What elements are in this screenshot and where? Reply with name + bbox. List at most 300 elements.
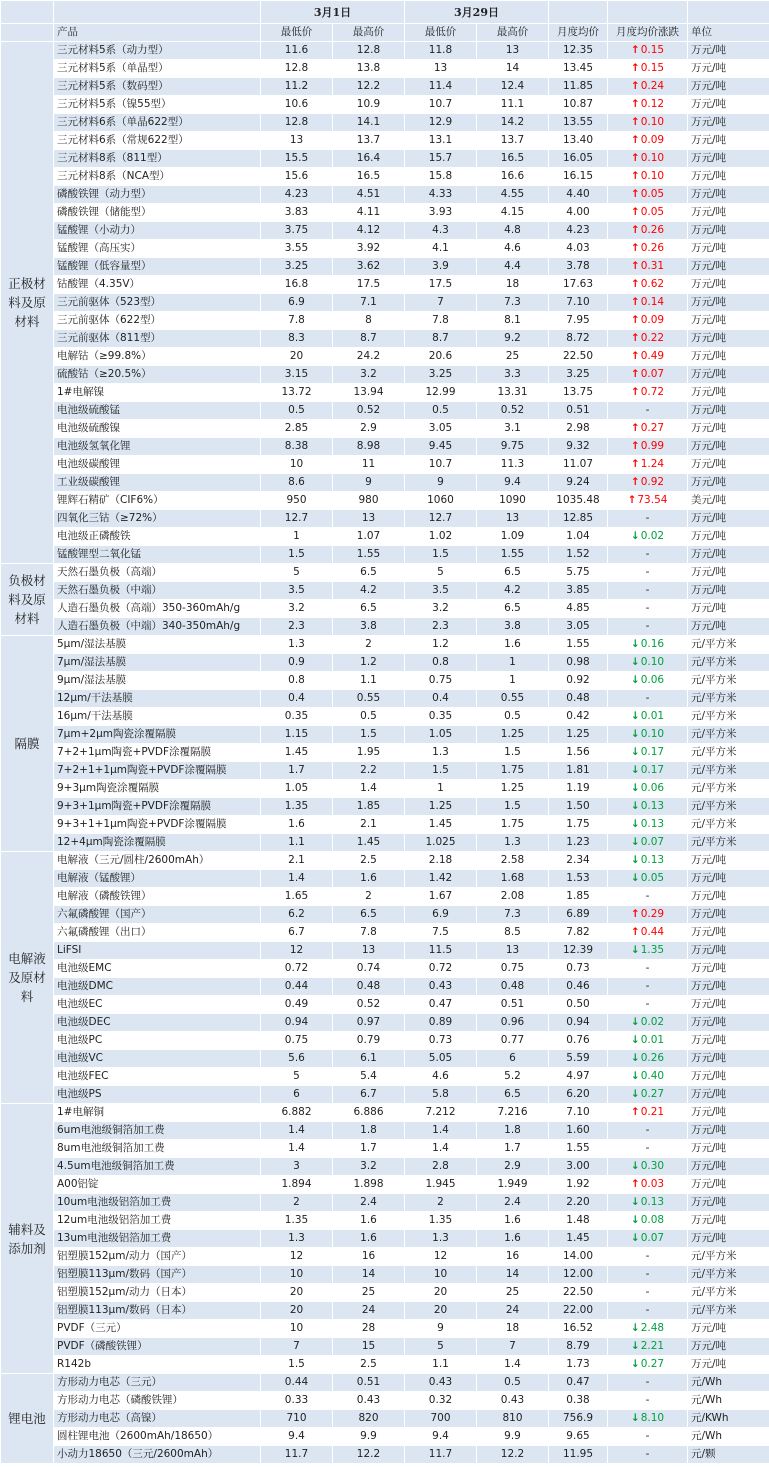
monthly-avg: 4.23 (549, 222, 608, 240)
arrow-down-icon: ↓ (630, 854, 640, 866)
low-price-2: 11.5 (405, 942, 477, 960)
product-name: 电池级DEC (54, 1014, 261, 1032)
change-value: 0.10 (640, 656, 665, 668)
product-name: 三元材料5系（镍55型） (54, 96, 261, 114)
high-price-1: 8.98 (333, 438, 405, 456)
low-price-2: 15.8 (405, 168, 477, 186)
change-value: 73.54 (637, 494, 668, 506)
low-price-2: 0.8 (405, 654, 477, 672)
high-price-2: 1.75 (477, 762, 549, 780)
table-row (1, 942, 769, 960)
table-row (1, 1032, 769, 1050)
table-row (1, 564, 769, 582)
arrow-down-icon: ↓ (630, 1034, 640, 1046)
low-price-2: 0.43 (405, 1374, 477, 1392)
table-row (1, 240, 769, 258)
high-price-2: 0.5 (477, 708, 549, 726)
product-name: 人造石墨负极（中端）340-350mAh/g (54, 618, 261, 636)
unit-label: 元/平方米 (688, 834, 769, 852)
unit-label: 万元/吨 (688, 78, 769, 96)
table-row (1, 1266, 769, 1284)
arrow-up-icon: ↑ (630, 368, 640, 380)
high-price-2: 11.3 (477, 456, 549, 474)
product-name: 小动力18650（三元/2600mAh） (54, 1446, 261, 1464)
table-row (1, 60, 769, 78)
high-price-1: 13.7 (333, 132, 405, 150)
high-price-2: 6.5 (477, 564, 549, 582)
monthly-avg: 1.45 (549, 1230, 608, 1248)
change-value: 0.06 (640, 782, 665, 794)
arrow-down-icon: ↓ (630, 944, 640, 956)
category-label: 辅料及添加剂 (1, 1104, 54, 1374)
change-value: - (645, 1286, 650, 1298)
product-name: 7μm/湿法基膜 (54, 654, 261, 672)
unit-label: 万元/吨 (688, 1050, 769, 1068)
table-row (1, 1158, 769, 1176)
table-row (1, 330, 769, 348)
high-price-2: 0.75 (477, 960, 549, 978)
monthly-change (608, 834, 688, 852)
high-price-2: 810 (477, 1410, 549, 1428)
high-price-1: 3.92 (333, 240, 405, 258)
arrow-down-icon: ↓ (630, 1160, 640, 1172)
monthly-change (608, 672, 688, 690)
table-row (1, 150, 769, 168)
unit-label: 万元/吨 (688, 1320, 769, 1338)
change-value: 0.26 (640, 224, 665, 236)
high-price-2: 24 (477, 1302, 549, 1320)
unit-label: 万元/吨 (688, 240, 769, 258)
high-price-1: 1.07 (333, 528, 405, 546)
monthly-avg: 16.15 (549, 168, 608, 186)
low-price-1: 1.05 (261, 780, 333, 798)
low-price-1: 20 (261, 1302, 333, 1320)
arrow-up-icon: ↑ (630, 188, 640, 200)
arrow-down-icon: ↓ (630, 1340, 640, 1352)
monthly-avg: 11.07 (549, 456, 608, 474)
table-row (1, 420, 769, 438)
high-price-2: 14 (477, 1266, 549, 1284)
monthly-avg: 0.48 (549, 690, 608, 708)
unit-label: 万元/吨 (688, 1230, 769, 1248)
product-name: 铝塑膜113μm/数码（日本） (54, 1302, 261, 1320)
high-price-2: 4.8 (477, 222, 549, 240)
monthly-change (608, 654, 688, 672)
arrow-up-icon: ↑ (630, 134, 640, 146)
high-price-1: 4.2 (333, 582, 405, 600)
unit-label: 万元/吨 (688, 420, 769, 438)
low-price-2: 3.2 (405, 600, 477, 618)
change-value: - (645, 566, 650, 578)
arrow-up-icon: ↑ (630, 98, 640, 110)
high-price-2: 16.6 (477, 168, 549, 186)
monthly-avg: 1.73 (549, 1356, 608, 1374)
high-price-1: 16.5 (333, 168, 405, 186)
high-price-1: 2.5 (333, 852, 405, 870)
monthly-change (608, 312, 688, 330)
low-price-1: 2.85 (261, 420, 333, 438)
monthly-change (608, 42, 688, 60)
unit-label: 元/平方米 (688, 1266, 769, 1284)
high-price-1: 1.95 (333, 744, 405, 762)
monthly-avg: 3.05 (549, 618, 608, 636)
unit-label: 元/平方米 (688, 798, 769, 816)
product-name: 三元前驱体（523型） (54, 294, 261, 312)
date-2-header: 3月29日 (405, 1, 549, 24)
unit-label: 元/平方米 (688, 726, 769, 744)
monthly-avg: 1.81 (549, 762, 608, 780)
low-price-2: 1.4 (405, 1140, 477, 1158)
change-value: 0.31 (640, 260, 665, 272)
monthly-change (608, 492, 688, 510)
monthly-avg: 3.25 (549, 366, 608, 384)
monthly-avg: 3.78 (549, 258, 608, 276)
arrow-up-icon: ↑ (630, 170, 640, 182)
unit-label: 万元/吨 (688, 168, 769, 186)
monthly-change (608, 1014, 688, 1032)
high-price-2: 2.08 (477, 888, 549, 906)
monthly-change (608, 1104, 688, 1122)
monthly-change (608, 1032, 688, 1050)
low-price-1: 3.55 (261, 240, 333, 258)
monthly-avg: 0.46 (549, 978, 608, 996)
low-price-1: 710 (261, 1410, 333, 1428)
monthly-avg: 6.20 (549, 1086, 608, 1104)
table-row (1, 654, 769, 672)
unit-label: 万元/吨 (688, 312, 769, 330)
unit-label: 万元/吨 (688, 1104, 769, 1122)
table-row (1, 960, 769, 978)
unit-label: 万元/吨 (688, 384, 769, 402)
monthly-change (608, 1320, 688, 1338)
unit-label: 元/Wh (688, 1428, 769, 1446)
arrow-down-icon: ↓ (630, 1232, 640, 1244)
monthly-change (608, 1284, 688, 1302)
arrow-up-icon: ↑ (630, 926, 640, 938)
low-price-2: 1.25 (405, 798, 477, 816)
monthly-avg: 1.50 (549, 798, 608, 816)
low-price-2: 6.9 (405, 906, 477, 924)
product-name: LiFSI (54, 942, 261, 960)
change-value: 1.24 (640, 458, 665, 470)
low-price-1: 12 (261, 1248, 333, 1266)
low-price-2: 1.945 (405, 1176, 477, 1194)
low-price-2: 1.02 (405, 528, 477, 546)
change-value: 0.22 (640, 332, 665, 344)
high-price-1: 13 (333, 510, 405, 528)
low-price-1: 11.7 (261, 1446, 333, 1464)
monthly-change (608, 870, 688, 888)
table-row (1, 1374, 769, 1392)
arrow-up-icon: ↑ (630, 350, 640, 362)
low-price-1: 12 (261, 942, 333, 960)
low-price-2: 1.5 (405, 546, 477, 564)
monthly-change (608, 204, 688, 222)
arrow-down-icon: ↓ (630, 746, 640, 758)
product-name: 电池级PS (54, 1086, 261, 1104)
monthly-avg: 2.98 (549, 420, 608, 438)
arrow-down-icon: ↓ (630, 818, 640, 830)
high-price-1: 13 (333, 942, 405, 960)
change-value: 0.02 (640, 1016, 665, 1028)
product-name: 三元前驱体（811型） (54, 330, 261, 348)
high-price-2: 9.75 (477, 438, 549, 456)
table-row (1, 672, 769, 690)
change-value: - (645, 980, 650, 992)
low-price-2: 7.8 (405, 312, 477, 330)
low-price-1: 0.9 (261, 654, 333, 672)
table-row (1, 996, 769, 1014)
low-price-1: 0.72 (261, 960, 333, 978)
high-price-2: 1.8 (477, 1122, 549, 1140)
low-price-1: 6 (261, 1086, 333, 1104)
change-value: 0.13 (640, 800, 665, 812)
product-name: 六氟磷酸锂（国产） (54, 906, 261, 924)
unit-label: 元/平方米 (688, 816, 769, 834)
arrow-down-icon: ↓ (630, 800, 640, 812)
low-price-2: 4.1 (405, 240, 477, 258)
unit-label: 元/平方米 (688, 708, 769, 726)
monthly-avg: 7.95 (549, 312, 608, 330)
change-value: 0.21 (640, 1106, 665, 1118)
high-price-2: 1.25 (477, 726, 549, 744)
arrow-up-icon: ↑ (630, 422, 640, 434)
product-name: A00铝锭 (54, 1176, 261, 1194)
unit-label: 万元/吨 (688, 132, 769, 150)
change-value: 0.92 (640, 476, 665, 488)
product-name: 锰酸锂（高压实） (54, 240, 261, 258)
monthly-avg: 0.98 (549, 654, 608, 672)
arrow-down-icon: ↓ (630, 1358, 640, 1370)
unit-label: 元/平方米 (688, 780, 769, 798)
monthly-avg: 13.45 (549, 60, 608, 78)
high-price-1: 2.2 (333, 762, 405, 780)
low-price-2: 13.1 (405, 132, 477, 150)
product-name: 三元材料6系（常规622型） (54, 132, 261, 150)
high-price-2: 6.5 (477, 1086, 549, 1104)
low-price-1: 13 (261, 132, 333, 150)
low-price-1: 7 (261, 1338, 333, 1356)
change-value: 0.05 (640, 872, 665, 884)
monthly-avg: 1.48 (549, 1212, 608, 1230)
low-price-2: 3.05 (405, 420, 477, 438)
product-name: 圆柱锂电池（2600mAh/18650） (54, 1428, 261, 1446)
product-name: 4.5um电池级铜箔加工费 (54, 1158, 261, 1176)
high-price-1: 12.2 (333, 1446, 405, 1464)
arrow-down-icon: ↓ (630, 728, 640, 740)
high-price-2: 0.48 (477, 978, 549, 996)
high-price-1: 6.886 (333, 1104, 405, 1122)
unit-label: 万元/吨 (688, 474, 769, 492)
monthly-avg: 7.82 (549, 924, 608, 942)
low-price-1: 1.65 (261, 888, 333, 906)
monthly-change (608, 114, 688, 132)
table-row (1, 1284, 769, 1302)
table-row (1, 1446, 769, 1464)
monthly-avg: 13.55 (549, 114, 608, 132)
high-price-1: 4.12 (333, 222, 405, 240)
low-price-1: 4.23 (261, 186, 333, 204)
low-price-2: 1.05 (405, 726, 477, 744)
monthly-avg: 1.19 (549, 780, 608, 798)
unit-label: 元/平方米 (688, 762, 769, 780)
high-price-1: 9.9 (333, 1428, 405, 1446)
monthly-avg: 0.50 (549, 996, 608, 1014)
monthly-change (608, 1176, 688, 1194)
monthly-change (608, 1266, 688, 1284)
product-name: 1#电解镍 (54, 384, 261, 402)
low-price-2: 1.67 (405, 888, 477, 906)
monthly-avg: 10.87 (549, 96, 608, 114)
high-price-1: 1.85 (333, 798, 405, 816)
monthly-change (608, 78, 688, 96)
table-row (1, 978, 769, 996)
table-row (1, 1122, 769, 1140)
monthly-change (608, 744, 688, 762)
monthly-avg: 12.39 (549, 942, 608, 960)
low-price-1: 0.44 (261, 978, 333, 996)
low-price-1: 2.3 (261, 618, 333, 636)
table-row (1, 744, 769, 762)
low-price-1: 1.894 (261, 1176, 333, 1194)
table-row (1, 600, 769, 618)
monthly-change (608, 798, 688, 816)
change-value: 0.01 (640, 1034, 665, 1046)
unit-label: 元/平方米 (688, 1284, 769, 1302)
high-price-1: 1.45 (333, 834, 405, 852)
date-header-row (1, 1, 769, 24)
high-price-2: 14 (477, 60, 549, 78)
monthly-avg: 0.51 (549, 402, 608, 420)
high-price-1: 16 (333, 1248, 405, 1266)
unit-label: 万元/吨 (688, 96, 769, 114)
arrow-down-icon: ↓ (630, 1016, 640, 1028)
unit-label: 万元/吨 (688, 870, 769, 888)
low-price-2: 9.4 (405, 1428, 477, 1446)
table-row (1, 222, 769, 240)
unit-label: 万元/吨 (688, 1176, 769, 1194)
high-price-1: 10.9 (333, 96, 405, 114)
high-price-2: 0.77 (477, 1032, 549, 1050)
monthly-avg: 1.56 (549, 744, 608, 762)
high-price-2: 3.1 (477, 420, 549, 438)
table-row (1, 1356, 769, 1374)
low-price-1: 9.4 (261, 1428, 333, 1446)
low-price-1: 12.8 (261, 60, 333, 78)
high-price-1: 0.79 (333, 1032, 405, 1050)
change-value: 0.13 (640, 1196, 665, 1208)
col-high-1-header: 最高价 (333, 24, 405, 42)
change-value: 1.35 (640, 944, 665, 956)
product-name: 9μm/湿法基膜 (54, 672, 261, 690)
unit-label: 万元/吨 (688, 1122, 769, 1140)
product-name: 12μm/干法基膜 (54, 690, 261, 708)
high-price-2: 1 (477, 654, 549, 672)
change-value: - (645, 548, 650, 560)
high-price-2: 6.5 (477, 600, 549, 618)
high-price-1: 6.5 (333, 600, 405, 618)
low-price-2: 11.7 (405, 1446, 477, 1464)
high-price-1: 16.4 (333, 150, 405, 168)
low-price-1: 5.6 (261, 1050, 333, 1068)
high-price-2: 16.5 (477, 150, 549, 168)
table-row (1, 816, 769, 834)
high-price-2: 7.216 (477, 1104, 549, 1122)
high-price-2: 1.6 (477, 1212, 549, 1230)
product-name: 三元材料5系（动力型） (54, 42, 261, 60)
arrow-down-icon: ↓ (630, 836, 640, 848)
monthly-avg: 11.95 (549, 1446, 608, 1464)
high-price-1: 1.898 (333, 1176, 405, 1194)
arrow-up-icon: ↑ (630, 314, 640, 326)
low-price-2: 7.212 (405, 1104, 477, 1122)
table-row (1, 168, 769, 186)
change-value: 0.29 (640, 908, 665, 920)
low-price-2: 17.5 (405, 276, 477, 294)
high-price-2: 1.5 (477, 798, 549, 816)
low-price-2: 8.7 (405, 330, 477, 348)
arrow-up-icon: ↑ (630, 278, 640, 290)
low-price-1: 2.1 (261, 852, 333, 870)
unit-label: 万元/吨 (688, 906, 769, 924)
monthly-avg: 5.75 (549, 564, 608, 582)
product-name: 电池级碳酸锂 (54, 456, 261, 474)
high-price-1: 6.5 (333, 564, 405, 582)
high-price-1: 1.5 (333, 726, 405, 744)
change-value: - (645, 602, 650, 614)
change-value: - (645, 1376, 650, 1388)
unit-label: 万元/吨 (688, 1140, 769, 1158)
high-price-2: 0.52 (477, 402, 549, 420)
monthly-change (608, 1302, 688, 1320)
table-row (1, 258, 769, 276)
unit-label: 万元/吨 (688, 510, 769, 528)
monthly-avg: 1.85 (549, 888, 608, 906)
change-value: 0.27 (640, 422, 665, 434)
low-price-2: 5 (405, 1338, 477, 1356)
high-price-1: 2.4 (333, 1194, 405, 1212)
low-price-1: 11.6 (261, 42, 333, 60)
category-label: 负极材料及原材料 (1, 564, 54, 636)
monthly-change (608, 222, 688, 240)
monthly-change (608, 1068, 688, 1086)
product-name: 硫酸钴（≥20.5%） (54, 366, 261, 384)
monthly-change (608, 726, 688, 744)
table-row (1, 348, 769, 366)
unit-label: 万元/吨 (688, 1158, 769, 1176)
monthly-change (608, 276, 688, 294)
change-value: - (645, 1430, 650, 1442)
arrow-up-icon: ↑ (630, 224, 640, 236)
product-name: 7+2+1+1μm陶瓷+PVDF涂覆隔膜 (54, 762, 261, 780)
high-price-2: 12.2 (477, 1446, 549, 1464)
arrow-up-icon: ↑ (630, 62, 640, 74)
change-value: 0.72 (640, 386, 665, 398)
product-name: 六氟磷酸锂（出口） (54, 924, 261, 942)
low-price-1: 0.75 (261, 1032, 333, 1050)
product-name: 电池级DMC (54, 978, 261, 996)
high-price-2: 7 (477, 1338, 549, 1356)
table-row (1, 492, 769, 510)
table-row (1, 618, 769, 636)
high-price-2: 1.4 (477, 1356, 549, 1374)
high-price-1: 2.5 (333, 1356, 405, 1374)
product-name: 电解液（磷酸铁锂） (54, 888, 261, 906)
high-price-1: 820 (333, 1410, 405, 1428)
change-value: 0.10 (640, 152, 665, 164)
monthly-avg: 7.10 (549, 1104, 608, 1122)
unit-label: 万元/吨 (688, 546, 769, 564)
